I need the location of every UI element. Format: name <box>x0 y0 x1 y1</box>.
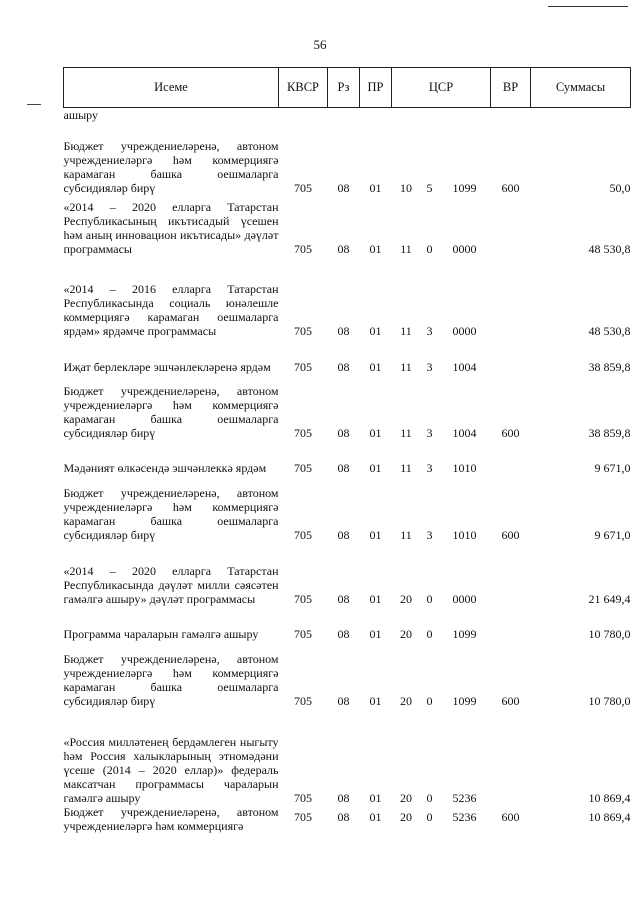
row-pr: 01 <box>369 359 382 374</box>
row-name: «Россия милләтенең бердәмлеген ныгыту һәм Россия халыкларының этномәдәни үсеше (2014 – 2020 еллар)» федераль максатчан программасы чараларын гамәлгә ашыру <box>63 734 279 805</box>
row-vr <box>491 108 531 125</box>
row-sum: 10 869,4 <box>588 790 631 805</box>
row-vr <box>491 256 531 338</box>
row-vr <box>491 440 531 475</box>
row-pr: 01 <box>369 323 382 338</box>
row-kvsr: 705 <box>294 790 312 805</box>
table-row <box>64 641 631 708</box>
col-header-kvsr: КВСР <box>279 68 328 108</box>
row-vr: 600 <box>501 527 520 542</box>
col-header-csr: ЦСР <box>392 68 491 108</box>
row-name: «2014 – 2020 елларга Татарстан Республикасының икътисадый үсешен һәм аның инновацион икътисады» дәүләт программасы <box>63 199 279 256</box>
row-csr-program: 11 <box>400 460 412 475</box>
table-row <box>64 805 631 839</box>
row-kvsr <box>279 108 328 125</box>
row-csr-direction: 0000 <box>452 241 477 256</box>
row-csr-direction: 1099 <box>452 626 477 641</box>
row-kvsr: 705 <box>294 323 312 338</box>
row-sum <box>531 108 631 125</box>
col-header-pr: ПР <box>360 68 392 108</box>
row-kvsr: 705 <box>294 626 312 641</box>
row-name: Бюджет учреждениеләренә, автоном учреждениеләргә һәм коммерциягә карамаган башка оешмаларга субсидияләр бирү <box>63 383 279 440</box>
row-pr: 01 <box>369 527 382 542</box>
row-csr-program: 20 <box>400 693 412 708</box>
table-row <box>64 374 631 440</box>
row-kvsr: 705 <box>294 591 312 606</box>
row-csr-direction: 5236 <box>452 790 477 805</box>
row-csr-subprogram: 0 <box>426 241 433 256</box>
col-header-name: Исеме <box>64 68 279 108</box>
row-csr-direction: 1099 <box>452 693 477 708</box>
row-pr: 01 <box>369 425 382 440</box>
row-sum: 10 780,0 <box>588 693 631 708</box>
row-rz: 08 <box>337 180 350 195</box>
row-csr-program: 20 <box>400 626 412 641</box>
table-row <box>64 256 631 338</box>
row-kvsr: 705 <box>294 527 312 542</box>
row-csr-program: 10 <box>400 180 412 195</box>
row-pr: 01 <box>369 790 382 805</box>
table-row <box>64 125 631 195</box>
page-number: 56 <box>313 37 327 52</box>
row-csr-program: 11 <box>400 359 412 374</box>
row-rz: 08 <box>337 626 350 641</box>
row-rz: 08 <box>337 809 350 824</box>
row-csr-direction: 1004 <box>452 359 477 374</box>
row-csr-direction: 5236 <box>452 809 477 824</box>
row-name: Бюджет учреждениеләренә, автоном учреждениеләргә һәм коммерциягә карамаган башка оешмаларга субсидияләр бирү <box>63 138 279 195</box>
row-csr-program: 20 <box>400 790 412 805</box>
row-kvsr: 705 <box>294 693 312 708</box>
table-row <box>64 542 631 606</box>
row-name: Иҗат берлекләре эшчәнлекләренә ярдәм <box>63 359 271 374</box>
row-csr-subprogram: 0 <box>426 626 433 641</box>
row-rz: 08 <box>337 323 350 338</box>
row-csr-program <box>392 108 421 125</box>
table-header <box>64 68 631 108</box>
row-rz: 08 <box>337 527 350 542</box>
row-csr-subprogram: 0 <box>426 693 433 708</box>
row-kvsr: 705 <box>294 359 312 374</box>
row-csr-subprogram: 0 <box>426 809 433 824</box>
top-rule <box>548 6 628 7</box>
row-csr-program: 11 <box>400 527 412 542</box>
row-csr-subprogram: 3 <box>426 323 433 338</box>
row-pr: 01 <box>369 626 382 641</box>
row-csr-direction: 1010 <box>452 527 477 542</box>
row-name: Бюджет учреждениеләренә, автоном учреждениеләргә һәм коммерциягә <box>63 804 279 833</box>
row-csr-subprogram: 3 <box>426 460 433 475</box>
row-rz: 08 <box>337 591 350 606</box>
row-csr-subprogram: 3 <box>426 527 433 542</box>
row-rz: 08 <box>337 359 350 374</box>
row-pr: 01 <box>369 693 382 708</box>
row-vr: 600 <box>501 693 520 708</box>
row-csr-program: 20 <box>400 809 412 824</box>
row-sum: 9 671,0 <box>594 460 631 475</box>
row-sum: 48 530,8 <box>588 323 631 338</box>
row-name: Бюджет учреждениеләренә, автоном учреждениеләргә һәм коммерциягә карамаган башка оешмаларга субсидияләр бирү <box>63 485 279 542</box>
table-row <box>64 475 631 542</box>
col-header-vr: ВР <box>491 68 531 108</box>
margin-mark <box>27 104 41 105</box>
row-sum: 21 649,4 <box>588 591 631 606</box>
table-row <box>64 338 631 374</box>
row-csr-direction: 1010 <box>452 460 477 475</box>
row-csr-subprogram <box>421 108 439 125</box>
row-name: ашыру <box>63 108 98 122</box>
row-sum: 9 671,0 <box>594 527 631 542</box>
row-csr-subprogram: 0 <box>426 591 433 606</box>
row-vr <box>491 606 531 641</box>
row-pr: 01 <box>369 809 382 824</box>
row-csr-program: 20 <box>400 591 412 606</box>
row-sum: 50,0 <box>609 180 631 195</box>
budget-table <box>63 67 631 839</box>
row-pr <box>360 108 392 125</box>
row-kvsr: 705 <box>294 180 312 195</box>
row-sum: 10 869,4 <box>588 809 631 824</box>
table-row <box>64 440 631 475</box>
row-pr: 01 <box>369 460 382 475</box>
row-vr <box>491 338 531 374</box>
row-vr <box>491 195 531 256</box>
row-rz: 08 <box>337 790 350 805</box>
row-pr: 01 <box>369 241 382 256</box>
row-kvsr: 705 <box>294 425 312 440</box>
row-csr-direction: 1099 <box>452 180 477 195</box>
row-rz: 08 <box>337 693 350 708</box>
row-vr: 600 <box>501 809 520 824</box>
row-name: Бюджет учреждениеләренә, автоном учреждениеләргә һәм коммерциягә карамаган башка оешмаларга субсидияләр бирү <box>63 651 279 708</box>
row-kvsr: 705 <box>294 809 312 824</box>
col-header-sum: Суммасы <box>531 68 631 108</box>
row-sum: 38 859,8 <box>588 425 631 440</box>
table-row <box>64 108 631 125</box>
row-csr-subprogram: 3 <box>426 359 433 374</box>
row-csr-subprogram: 0 <box>426 790 433 805</box>
row-vr <box>491 708 531 805</box>
row-name: «2014 – 2016 елларга Татарстан Республикасында социаль юнәлешле коммерциягә карамаган оешмаларга ярдәм» ярдәмче программасы <box>63 281 279 338</box>
row-sum: 48 530,8 <box>588 241 631 256</box>
row-csr-subprogram: 3 <box>426 425 433 440</box>
row-csr-program: 11 <box>400 323 412 338</box>
col-header-rz: Рз <box>328 68 360 108</box>
row-csr-program: 11 <box>400 241 412 256</box>
row-rz: 08 <box>337 425 350 440</box>
row-sum: 38 859,8 <box>588 359 631 374</box>
row-kvsr: 705 <box>294 460 312 475</box>
row-csr-program: 11 <box>400 425 412 440</box>
row-csr-direction: 0000 <box>452 323 477 338</box>
row-csr-subprogram: 5 <box>426 180 433 195</box>
table-body <box>64 108 631 839</box>
table-row <box>64 606 631 641</box>
row-name: Программа чараларын гамәлгә ашыру <box>63 626 259 641</box>
table-row <box>64 708 631 805</box>
row-rz: 08 <box>337 460 350 475</box>
row-vr <box>491 542 531 606</box>
row-sum: 10 780,0 <box>588 626 631 641</box>
row-rz <box>328 108 360 125</box>
row-vr: 600 <box>501 180 520 195</box>
row-pr: 01 <box>369 591 382 606</box>
row-csr-direction: 1004 <box>452 425 477 440</box>
row-csr-direction: 0000 <box>452 591 477 606</box>
row-name: «2014 – 2020 елларга Татарстан Республикасында дәүләт милли сәясәтен гамәлгә ашыру» дәүләт программасы <box>63 563 279 606</box>
row-rz: 08 <box>337 241 350 256</box>
row-name: Мәдәният өлкәсендә эшчәнлеккә ярдәм <box>63 460 267 475</box>
row-csr-direction <box>439 108 491 125</box>
table-row <box>64 195 631 256</box>
row-vr: 600 <box>501 425 520 440</box>
row-pr: 01 <box>369 180 382 195</box>
row-kvsr: 705 <box>294 241 312 256</box>
